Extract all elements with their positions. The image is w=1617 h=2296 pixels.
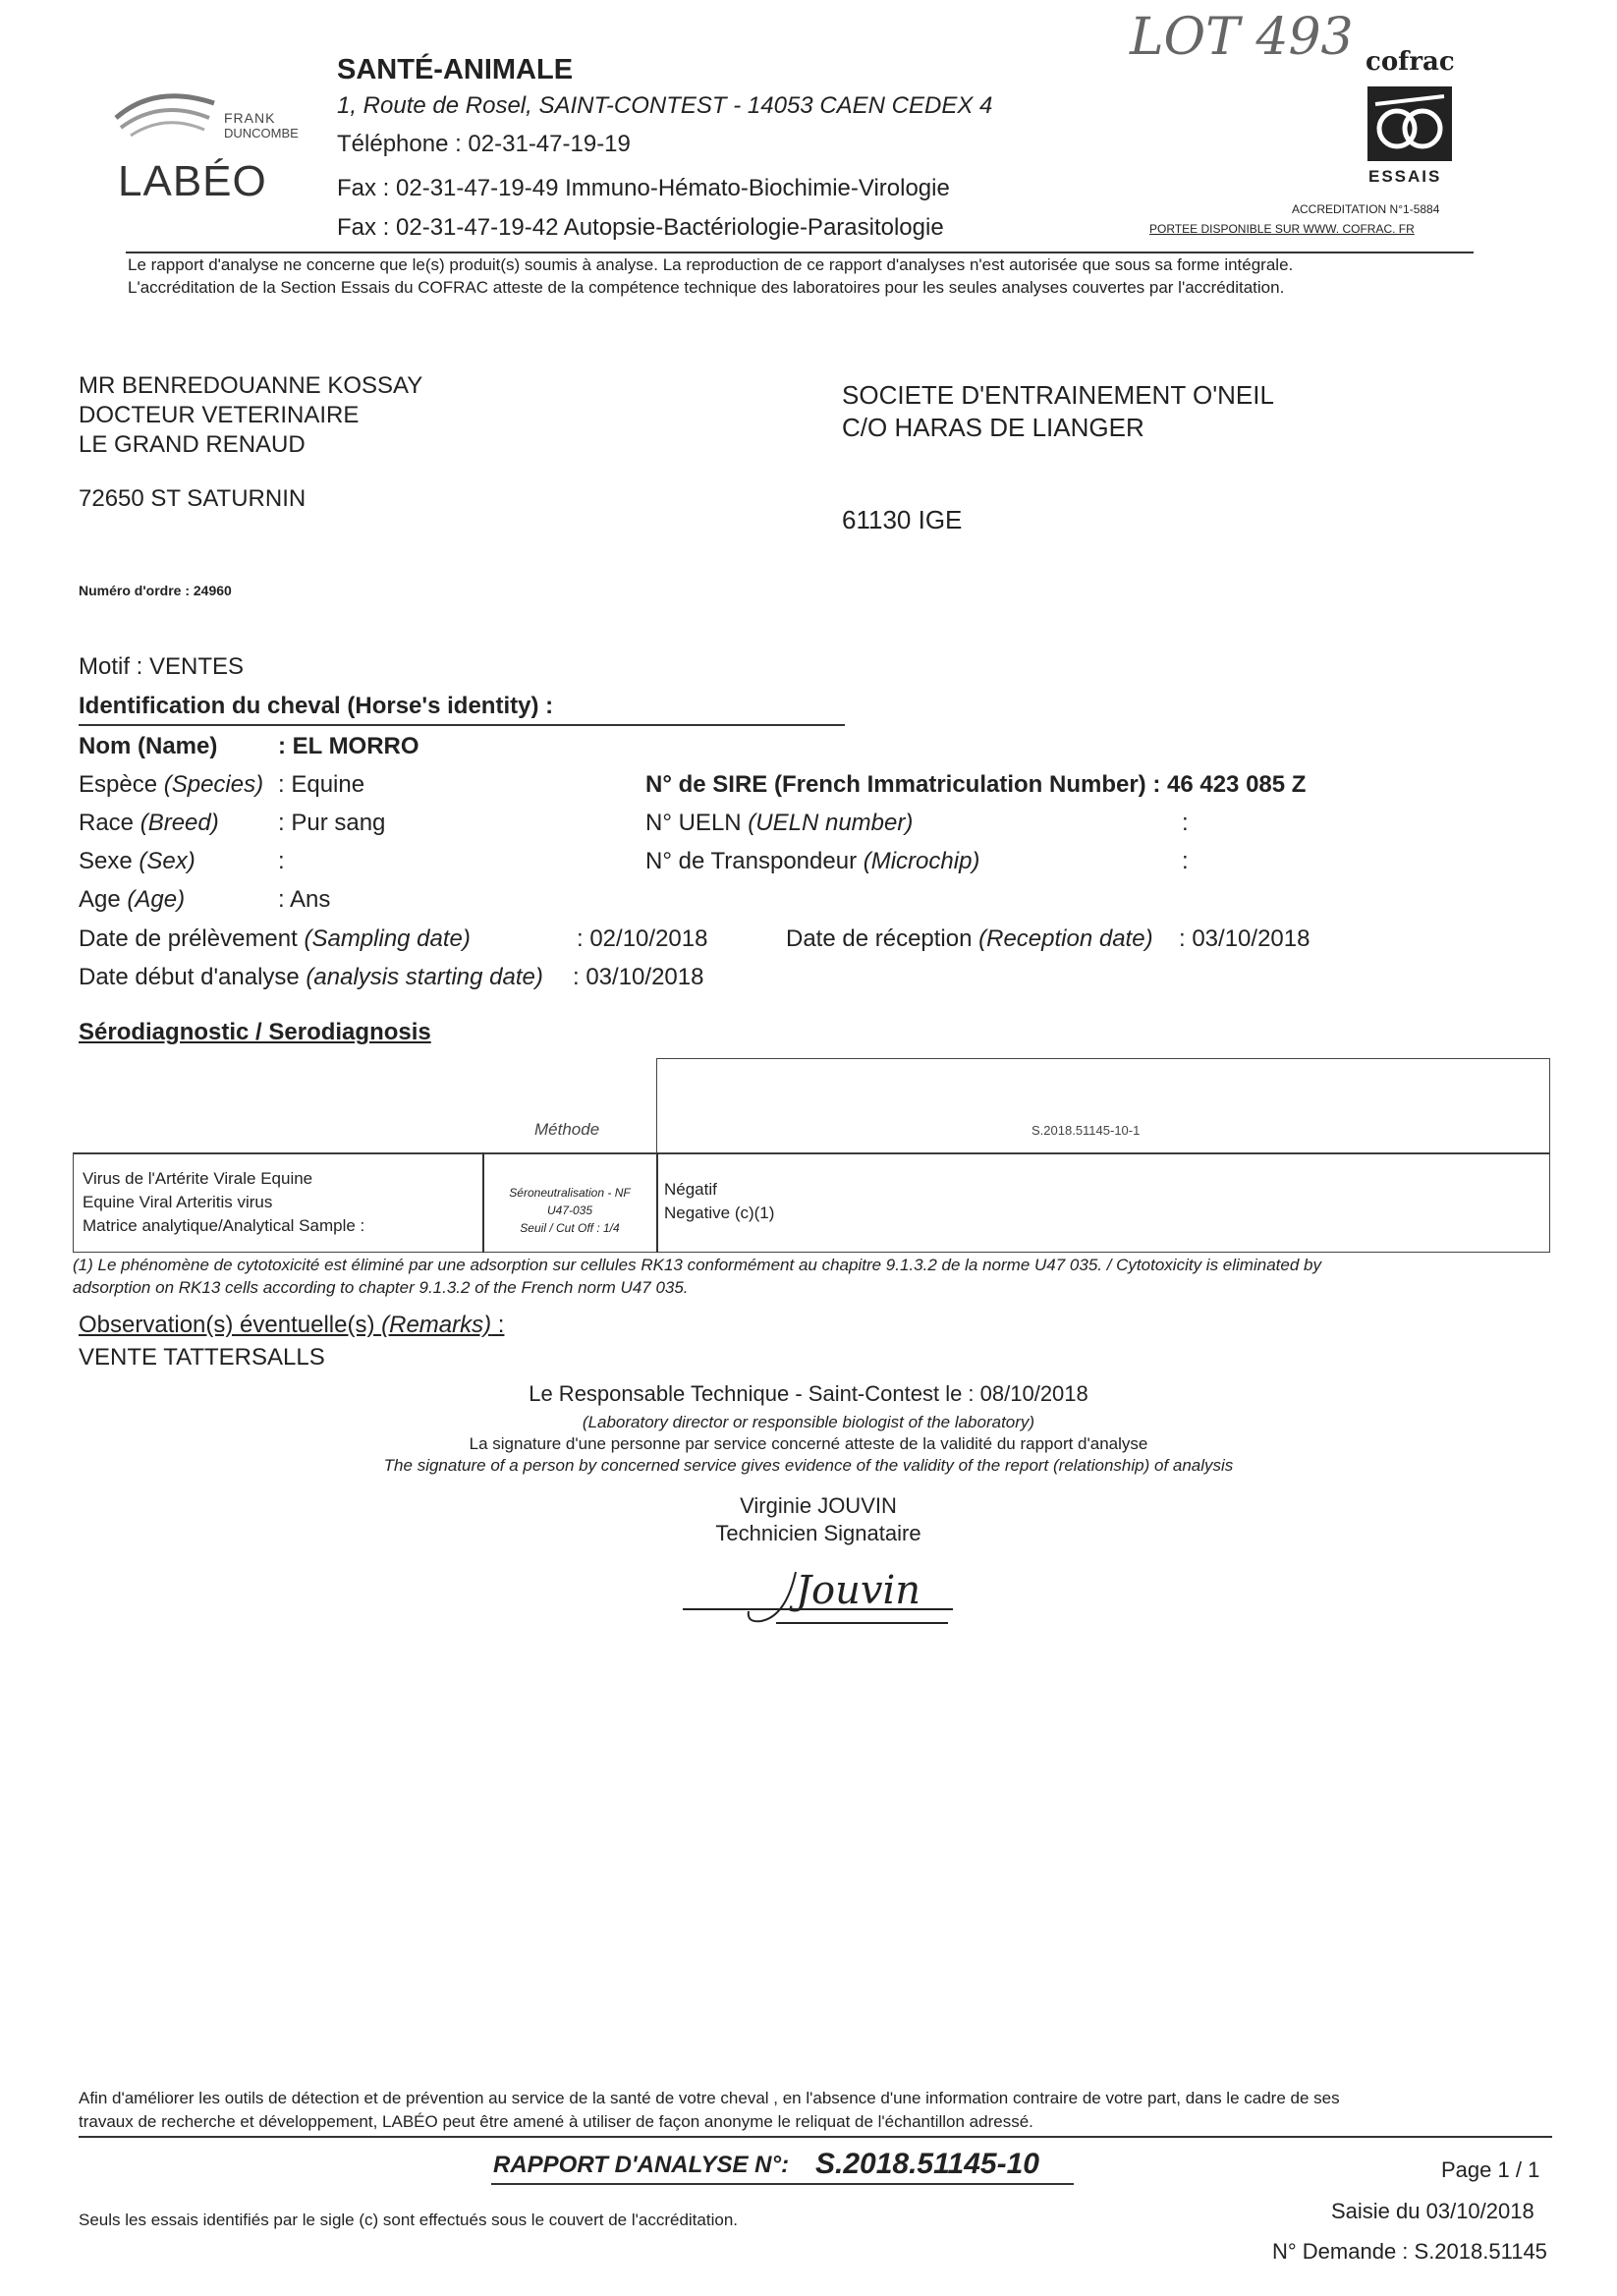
method-line2: U47-035 [546, 1204, 593, 1217]
right-address-line2: C/O HARAS DE LIANGER [842, 413, 1144, 442]
cofrac-emblem-icon [1366, 84, 1454, 163]
age-value: : Ans [278, 886, 331, 913]
labeo-swoosh-icon [106, 79, 224, 147]
left-address-line3: LE GRAND RENAUD [79, 431, 306, 458]
footer-info-line2: travaux de recherche et développement, LABÉO peut être amené à utiliser de façon anonyme le reliquat de l'échantillon adressé. [79, 2112, 1033, 2131]
horse-name-label: Nom (Name) [79, 733, 218, 759]
lab-fax2: Fax : 02-31-47-19-42 Autopsie-Bactériologie-Parasitologie [337, 214, 944, 241]
reception-date-label: Date de réception (Reception date) [786, 925, 1153, 952]
left-address-city: 72650 ST SATURNIN [79, 485, 307, 512]
signature-statement-en: The signature of a person by concerned service gives evidence of the validity of the report (relationship) of analysis [383, 1456, 1234, 1475]
cofrac-logo [1149, 47, 1474, 244]
cofrac-portee: PORTEE DISPONIBLE SUR WWW. COFRAC. FR [1149, 222, 1415, 236]
logo-text: LABÉO [118, 157, 267, 205]
footnote-line1: (1) Le phénomène de cytotoxicité est éliminé par une adsorption sur cellules RK13 conformément au chapitre 9.1.3.2 de la norme U47 035. / Cytotoxicity is eliminated by [73, 1256, 1321, 1274]
report-underline [491, 2183, 1074, 2185]
ueln-label: N° UELN (UELN number) [645, 810, 914, 836]
analyte-line3: Matrice analytique/Analytical Sample : [83, 1216, 365, 1235]
sex-value: : [278, 848, 285, 874]
disclaimer-line2: L'accréditation de la Section Essais du COFRAC atteste de la compétence technique des laboratoires pour les seules analyses couvertes par l'accréditation. [128, 278, 1285, 297]
cofrac-essais: ESSAIS [1368, 167, 1442, 186]
result-line1: Négatif [664, 1180, 717, 1199]
reception-date-value: : 03/10/2018 [1179, 925, 1310, 952]
recipient-right [842, 379, 1274, 444]
result-line2: Negative (c)(1) [664, 1204, 775, 1222]
demande-number: N° Demande : S.2018.51145 [1272, 2239, 1547, 2264]
lab-title: SANTÉ-ANIMALE [337, 54, 574, 85]
analyte-line1: Virus de l'Artérite Virale Equine [83, 1169, 313, 1188]
right-address-city: 61130 IGE [842, 505, 963, 534]
sampling-date-label: Date de prélèvement (Sampling date) [79, 925, 471, 952]
analysis-start-value: : 03/10/2018 [573, 964, 704, 990]
report-number: S.2018.51145-10 [815, 2148, 1039, 2180]
cofrac-accreditation: ACCREDITATION N°1-5884 [1292, 202, 1440, 216]
signature-statement-fr: La signature d'une personne par service concerné atteste de la validité du rapport d'analyse [469, 1434, 1148, 1453]
transponder-value: : [1182, 848, 1189, 874]
method-line3: Seuil / Cut Off : 1/4 [520, 1221, 620, 1235]
age-label: Age (Age) [79, 886, 186, 913]
breed-label: Race (Breed) [79, 810, 219, 836]
signature-text: Jouvin [796, 1568, 921, 1613]
signatory-name: Virginie JOUVIN [740, 1493, 897, 1518]
observations-label: Observation(s) éventuelle(s) (Remarks) : [79, 1312, 505, 1338]
analyte-cell [83, 1167, 364, 1238]
method-cell [491, 1184, 648, 1237]
sire-number: N° de SIRE (French Immatriculation Number) : 46 423 085 Z [645, 771, 1307, 798]
handwritten-lot: LOT 493 [1130, 8, 1354, 67]
col-divider-1 [482, 1152, 484, 1253]
horse-name-value: : EL MORRO [278, 733, 419, 759]
handwritten-signature [678, 1562, 963, 1641]
identification-title: Identification du cheval (Horse's identity) : [79, 693, 554, 719]
disclaimer-line1: Le rapport d'analyse ne concerne que le(s) produit(s) soumis à analyse. La reproduction de ce rapport d'analyses n'est autorisée que sous sa forme intégrale. [128, 255, 1294, 274]
header-divider [126, 252, 1474, 253]
responsible-en: (Laboratory director or responsible biologist of the laboratory) [582, 1413, 1035, 1431]
sample-header: S.2018.51145-10-1 [1032, 1123, 1141, 1138]
identification-underline [79, 724, 845, 726]
footer-divider [79, 2136, 1552, 2138]
recipient-left [79, 371, 422, 460]
page-number: Page 1 / 1 [1441, 2157, 1540, 2182]
lab-address: 1, Route de Rosel, SAINT-CONTEST - 14053 CAEN CEDEX 4 [337, 92, 993, 119]
ueln-value: : [1182, 810, 1189, 836]
breed-value: : Pur sang [278, 810, 386, 836]
left-address-line2: DOCTEUR VETERINAIRE [79, 402, 360, 428]
species-value: : Equine [278, 771, 365, 798]
accreditation-note: Seuls les essais identifiés par le sigle (c) sont effectués sous le couvert de l'accréditation. [79, 2211, 738, 2229]
left-address-line1: MR BENREDOUANNE KOSSAY [79, 372, 423, 399]
serodiagnosis-title: Sérodiagnostic / Serodiagnosis [79, 1019, 431, 1045]
footer-info-line1: Afin d'améliorer les outils de détection et de prévention au service de la santé de votre cheval , en l'absence d'une information contraire de votre part, dans le cadre de ses [79, 2089, 1340, 2107]
col-divider-2 [656, 1152, 658, 1253]
lab-phone: Téléphone : 02-31-47-19-19 [337, 131, 631, 157]
analyte-line2: Equine Viral Arteritis virus [83, 1193, 273, 1211]
sampling-date-value: : 02/10/2018 [577, 925, 708, 952]
method-line1: Séroneutralisation - NF [509, 1186, 631, 1200]
responsible-line: Le Responsable Technique - Saint-Contest le : 08/10/2018 [529, 1381, 1088, 1406]
cofrac-name: cofrac [1366, 47, 1455, 77]
result-cell [664, 1178, 774, 1225]
labeo-logo [106, 79, 303, 216]
order-number: Numéro d'ordre : 24960 [79, 583, 232, 598]
logo-small-line2: DUNCOMBE [224, 126, 299, 140]
analysis-start-label: Date début d'analyse (analysis starting date) [79, 964, 543, 990]
saisie-date: Saisie du 03/10/2018 [1331, 2199, 1534, 2223]
lab-fax1: Fax : 02-31-47-19-49 Immuno-Hémato-Biochimie-Virologie [337, 175, 950, 201]
footnote-line2: adsorption on RK13 cells according to chapter 9.1.3.2 of the French norm U47 035. [73, 1278, 689, 1297]
signatory-role: Technicien Signataire [715, 1521, 921, 1545]
report-label: RAPPORT D'ANALYSE N°: [493, 2152, 790, 2178]
sample-header-cell [656, 1058, 1550, 1153]
observations-value: VENTE TATTERSALLS [79, 1344, 325, 1371]
transponder-label: N° de Transpondeur (Microchip) [645, 848, 980, 874]
motif: Motif : VENTES [79, 653, 245, 680]
species-label: Espèce (Species) [79, 771, 264, 798]
logo-small-line1: FRANK [224, 110, 276, 126]
method-header: Méthode [534, 1120, 600, 1139]
right-address-line1: SOCIETE D'ENTRAINEMENT O'NEIL [842, 380, 1274, 410]
sex-label: Sexe (Sex) [79, 848, 195, 874]
